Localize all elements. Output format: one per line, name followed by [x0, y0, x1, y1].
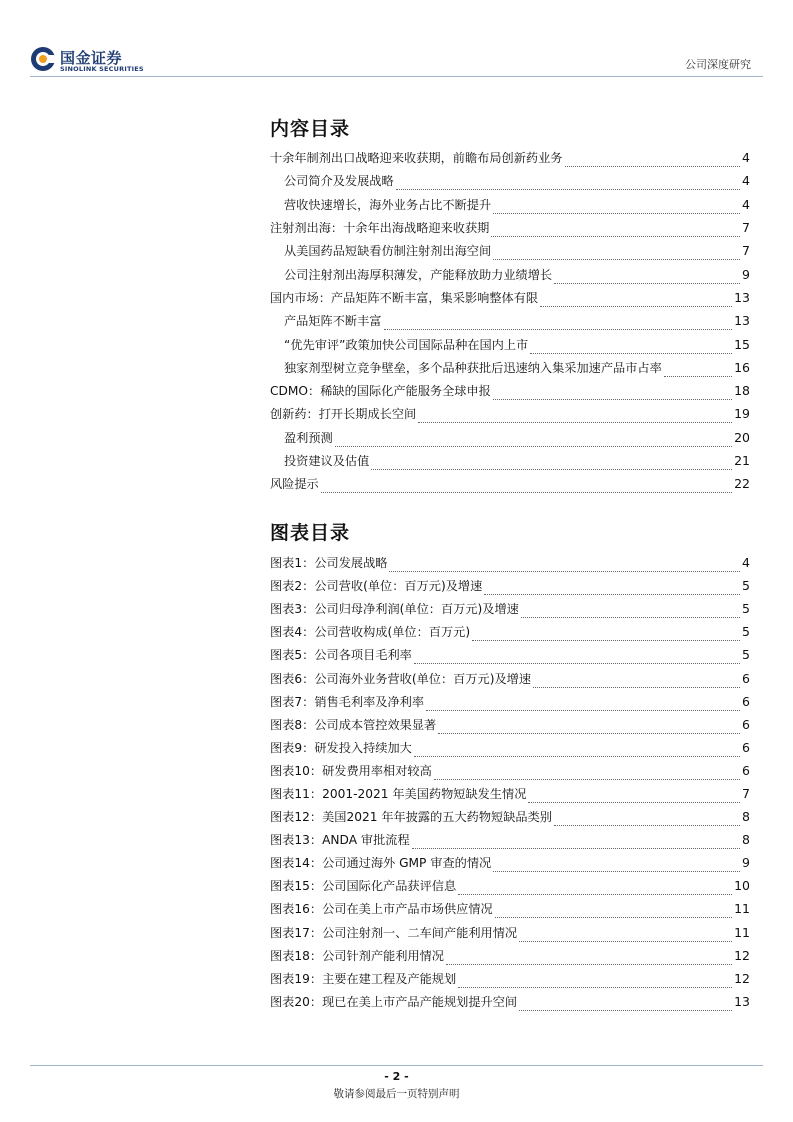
dot-leader [530, 353, 732, 354]
figure-entry-page: 6 [742, 762, 750, 778]
dot-leader [389, 571, 740, 572]
figures-title: 图表目录 [270, 522, 351, 544]
toc-entry-page: 21 [734, 453, 750, 468]
figure-entry-page: 5 [742, 601, 750, 617]
figure-entry-title: 图表18：公司针剂产能利用情况 [270, 948, 444, 963]
figure-entry-page: 13 [734, 993, 750, 1009]
toc-entry[interactable] [270, 379, 750, 402]
toc-entry-title: 独家剂型树立竞争壁垒，多个品种获批后迅速纳入集采加速产品市占率 [284, 360, 662, 375]
dot-leader [528, 802, 740, 803]
figure-entry[interactable] [270, 782, 750, 805]
figure-entry-page: 10 [734, 878, 750, 894]
page-number: - 2 - [384, 1070, 409, 1083]
toc-entry[interactable] [270, 472, 750, 495]
figure-entry[interactable] [270, 921, 750, 944]
figure-entry-title: 图表17：公司注射剂一、二车间产能利用情况 [270, 925, 518, 940]
figure-entry[interactable] [270, 620, 750, 643]
figure-entry-page: 7 [742, 785, 750, 801]
toc-entry-title: 十余年制剂出口战略迎来收获期，前瞻布局创新药业务 [270, 151, 563, 166]
dot-leader [396, 189, 740, 190]
dot-leader [371, 469, 732, 470]
figure-entry-title: 图表15：公司国际化产品获评信息 [270, 879, 457, 894]
toc-entry-page: 4 [742, 150, 750, 166]
report-type: 公司深度研究 [685, 58, 751, 71]
footer-divider [30, 1065, 763, 1066]
toc-entry-title: 公司注射剂出海厚积薄发，产能释放助力业绩增长 [284, 267, 553, 282]
logo-english-name: SINOLINK SECURITIES [60, 65, 144, 73]
figure-entry-title: 图表19：主要在建工程及产能规划 [270, 971, 457, 986]
figure-entry-page: 12 [734, 947, 750, 963]
figure-entry[interactable] [270, 874, 750, 897]
dot-leader [434, 779, 740, 780]
figure-entry[interactable] [270, 805, 750, 828]
figure-entry-title: 图表2：公司营收(单位：百万元)及增速 [270, 579, 483, 594]
toc-entry[interactable] [270, 216, 750, 239]
figure-entry-page: 8 [742, 832, 750, 848]
figure-entry[interactable] [270, 736, 750, 759]
toc-entry[interactable] [270, 262, 750, 285]
toc-entry-page: 15 [734, 336, 750, 352]
toc-entry-page: 9 [742, 266, 750, 282]
figure-entry-title: 图表4：公司营收构成(单位：百万元) [270, 625, 471, 640]
figure-entry[interactable] [270, 851, 750, 874]
figure-entry-title: 图表3：公司归母净利润(单位：百万元)及增速 [270, 602, 519, 617]
figure-entry[interactable] [270, 990, 750, 1013]
dot-leader [418, 422, 732, 423]
sinolink-logo-icon [30, 46, 56, 72]
toc-entry[interactable] [270, 332, 750, 355]
dot-leader [533, 687, 740, 688]
dot-leader [493, 259, 740, 260]
toc-entry-page: 16 [734, 359, 750, 375]
figure-entry-page: 8 [742, 809, 750, 825]
dot-leader [565, 166, 741, 167]
toc-entry[interactable] [270, 193, 750, 216]
dot-leader [412, 848, 740, 849]
toc-entry[interactable] [270, 146, 750, 169]
figure-entry-title: 图表12：美国2021 年年披露的五大药物短缺品类别 [270, 810, 552, 825]
figure-entry-page: 6 [742, 739, 750, 755]
toc-entry[interactable] [270, 426, 750, 449]
figure-entry[interactable] [270, 643, 750, 666]
dot-leader [438, 733, 740, 734]
dot-leader [493, 871, 740, 872]
dot-leader [384, 329, 733, 330]
toc-entry-page: 4 [742, 173, 750, 189]
toc-entry-page: 19 [734, 406, 750, 422]
figure-entry-title: 图表7：销售毛利率及净利率 [270, 694, 425, 709]
dot-leader [484, 594, 740, 595]
toc-entry-title: CDMO：稀缺的国际化产能服务全球申报 [270, 384, 491, 399]
figure-entry-title: 图表13：ANDA 审批流程 [270, 833, 410, 848]
figure-entry-title: 图表11：2001-2021 年美国药物短缺发生情况 [270, 786, 527, 801]
toc-entry-title: 注射剂出海：十余年出海战略迎来收获期 [270, 221, 490, 236]
figure-entry-page: 6 [742, 716, 750, 732]
toc-entry-title: 创新药：打开长期成长空间 [270, 407, 417, 422]
dot-leader [414, 663, 740, 664]
toc-entry[interactable] [270, 449, 750, 472]
dot-leader [519, 1010, 732, 1011]
figure-entry-page: 5 [742, 624, 750, 640]
figure-entry[interactable] [270, 759, 750, 782]
toc-entry-title: 从美国药品短缺看仿制注射剂出海空间 [284, 244, 492, 259]
figure-entry-title: 图表10：研发费用率相对较高 [270, 763, 432, 778]
dot-leader [335, 446, 732, 447]
toc-entry-page: 18 [734, 383, 750, 399]
toc-entry-page: 22 [734, 476, 750, 492]
dot-leader [446, 964, 732, 965]
dot-leader [491, 236, 740, 237]
figure-entry-title: 图表6：公司海外业务营收(单位：百万元)及增速 [270, 671, 532, 686]
toc-entry[interactable] [270, 402, 750, 425]
figure-entry-title: 图表5：公司各项目毛利率 [270, 648, 412, 663]
figures-list [270, 551, 750, 1013]
toc-entry[interactable] [270, 356, 750, 379]
figure-entry[interactable] [270, 828, 750, 851]
figure-entry-title: 图表16：公司在美上市产品市场供应情况 [270, 902, 493, 917]
toc-entry-title: 投资建议及估值 [284, 454, 370, 468]
figure-entry[interactable] [270, 551, 750, 574]
figure-entry-page: 12 [734, 970, 750, 986]
toc-entry-page: 7 [742, 220, 750, 236]
toc-title: 内容目录 [270, 118, 351, 140]
dot-leader [458, 894, 732, 895]
dot-leader [426, 710, 740, 711]
figure-entry[interactable] [270, 574, 750, 597]
figure-entry-title: 图表20：现已在美上市产品产能规划提升空间 [270, 994, 518, 1009]
dot-leader [495, 917, 732, 918]
toc-entry-page: 13 [734, 289, 750, 305]
toc-entry-title: 国内市场：产品矩阵不断丰富，集采影响整体有限 [270, 290, 539, 305]
figure-entry-page: 11 [734, 924, 750, 940]
toc-list [270, 146, 750, 495]
dot-leader [554, 283, 740, 284]
figure-entry-page: 9 [742, 855, 750, 871]
figure-entry-page: 6 [742, 670, 750, 686]
dot-leader [493, 213, 740, 214]
toc-entry-page: 13 [734, 313, 750, 329]
dot-leader [540, 306, 732, 307]
toc-entry-title: 营收快速增长，海外业务占比不断提升 [284, 197, 492, 212]
figure-entry[interactable] [270, 597, 750, 620]
figure-entry[interactable] [270, 967, 750, 990]
figure-entry[interactable] [270, 713, 750, 736]
logo-chinese-name: 国金证券 [60, 49, 123, 67]
figure-entry-page: 6 [742, 693, 750, 709]
toc-entry-title: 风险提示 [270, 477, 319, 492]
dot-leader [521, 617, 740, 618]
figure-entry-title: 图表1：公司发展战略 [270, 556, 388, 571]
dot-leader [321, 492, 732, 493]
toc-entry-title: 公司简介及发展战略 [284, 174, 394, 189]
dot-leader [458, 987, 732, 988]
footer-disclaimer: 敬请参阅最后一页特别声明 [333, 1088, 460, 1100]
dot-leader [472, 640, 740, 641]
figure-entry-title: 图表14：公司通过海外 GMP 审查的情况 [270, 856, 492, 871]
dot-leader [519, 941, 732, 942]
figure-entry[interactable] [270, 944, 750, 967]
figure-entry-page: 11 [734, 901, 750, 917]
dot-leader [414, 756, 740, 757]
toc-entry-page: 20 [734, 429, 750, 445]
toc-entry[interactable] [270, 239, 750, 262]
toc-entry[interactable] [270, 286, 750, 309]
figure-entry[interactable] [270, 666, 750, 689]
toc-entry-title: 盈利预测 [284, 430, 333, 445]
figure-entry-page: 5 [742, 647, 750, 663]
toc-entry[interactable] [270, 309, 750, 332]
toc-entry-title: 产品矩阵不断丰富 [284, 314, 382, 329]
figure-entry[interactable] [270, 897, 750, 920]
figure-entry-title: 图表8：公司成本管控效果显著 [270, 717, 437, 732]
figure-entry-page: 4 [742, 555, 750, 571]
toc-entry-page: 4 [742, 196, 750, 212]
toc-entry[interactable] [270, 169, 750, 192]
toc-entry-title: “优先审评”政策加快公司国际品种在国内上市 [284, 337, 529, 352]
dot-leader [664, 376, 732, 377]
figure-entry-page: 5 [742, 578, 750, 594]
header-divider [30, 76, 763, 77]
company-logo [30, 46, 148, 76]
toc-entry-page: 7 [742, 243, 750, 259]
figure-entry[interactable] [270, 690, 750, 713]
dot-leader [554, 825, 740, 826]
figure-entry-title: 图表9：研发投入持续加大 [270, 740, 412, 755]
dot-leader [493, 399, 732, 400]
